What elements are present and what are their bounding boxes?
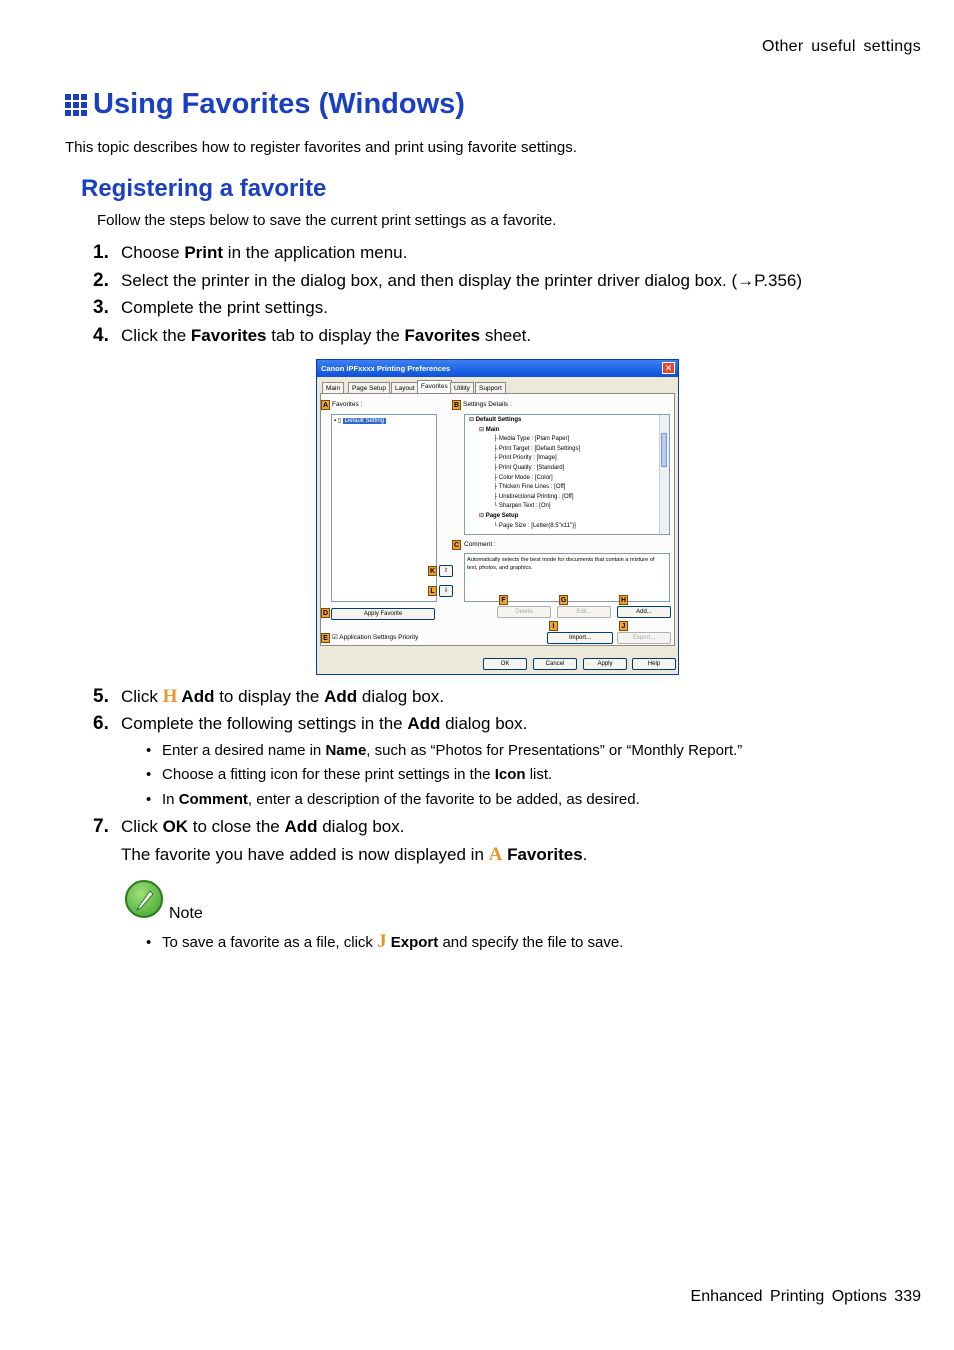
comment-label: Comment : <box>464 541 496 548</box>
close-icon[interactable]: ✕ <box>662 362 675 374</box>
step-2: 2. Select the printer in the dialog box, and then display the printer driver dialog box. (→P.356) <box>93 270 803 291</box>
tab-utility[interactable]: Utility <box>450 382 474 394</box>
note-label: Note <box>169 905 203 922</box>
tree-node: └ Page Size : [Letter(8.5"x11")] <box>493 522 576 529</box>
grid-icon <box>65 94 87 116</box>
apply-button[interactable]: Apply <box>583 658 627 670</box>
marker-g: G <box>560 597 567 604</box>
intro-text: This topic describes how to register favorites and print using favorite settings. <box>65 139 577 156</box>
edit-button[interactable]: Edit... <box>557 606 611 618</box>
scroll-thumb[interactable] <box>661 433 667 467</box>
tree-node: ├ Print Priority : [Image] <box>493 455 557 462</box>
section-intro: Follow the steps below to save the current print settings as a favorite. <box>97 212 557 229</box>
marker-l: L <box>428 586 437 596</box>
tab-support[interactable]: Support <box>475 382 506 394</box>
marker-j: J <box>619 621 628 631</box>
move-down-icon[interactable]: ⇩ <box>439 585 453 597</box>
tree-node: ⊟ Main <box>479 426 500 433</box>
cancel-button[interactable]: Cancel <box>533 658 577 670</box>
apply-favorite-button[interactable]: Apply Favorite <box>331 608 435 620</box>
ok-button[interactable]: OK <box>483 658 527 670</box>
marker-b: B <box>453 402 460 409</box>
bullet-comment: • In Comment, enter a description of the favorite to be added, as desired. <box>146 791 640 808</box>
step-7-result: The favorite you have added is now displayed in A Favorites. <box>121 844 588 865</box>
tree-node: ├ Media Type : [Plain Paper] <box>493 436 570 443</box>
settings-details-tree[interactable] <box>464 414 670 535</box>
marker-d: D <box>322 610 329 617</box>
comment-text: Automatically selects the best mode for documents that contain a mixture of text, photos, and graphics. <box>467 557 655 571</box>
marker-k: K <box>429 568 436 575</box>
tree-node: ⊟ Default Settings <box>469 417 522 423</box>
marker-h: H <box>620 597 627 604</box>
app-priority-checkbox[interactable]: ☑ Application Settings Priority <box>332 634 419 641</box>
favorites-label: Favorites : <box>332 401 363 408</box>
add-button[interactable]: Add... <box>617 606 671 618</box>
delete-button[interactable]: Delete <box>497 606 551 618</box>
step-1: 1. Choose Print in the application menu. <box>93 242 408 263</box>
dialog-title: Canon iPFxxxx Printing Preferences <box>317 360 678 377</box>
marker-f: F <box>499 595 508 605</box>
tree-node: └ Sharpen Text : [On] <box>493 503 551 510</box>
tree-node: ├ Print Quality : [Standard] <box>493 464 565 471</box>
tree-node: ├ Print Target : [Default Settings] <box>493 445 581 452</box>
bullet-name: • Enter a desired name in Name, such as “Photos for Presentations” or “Monthly Report.” <box>146 742 743 759</box>
marker-a: A <box>322 402 329 409</box>
favorites-dialog-screenshot <box>316 359 679 675</box>
tree-node: ├ Thicken Fine Lines : [Off] <box>493 484 566 491</box>
pencil-icon <box>125 880 163 918</box>
marker-c: C <box>453 542 460 549</box>
tab-main[interactable]: Main <box>322 382 344 394</box>
running-header: Other useful settings <box>761 38 921 55</box>
note-bullet: • To save a favorite as a file, click J Export and specify the file to save. <box>146 931 624 952</box>
step-5: 5. Click H Add to display the Add dialog box. <box>93 686 445 707</box>
help-button[interactable]: Help <box>632 658 676 670</box>
marker-e: E <box>321 633 330 643</box>
page-title-text: Using Favorites (Windows) <box>93 88 465 120</box>
page-title <box>65 88 465 121</box>
export-button[interactable]: Export... <box>617 632 671 644</box>
import-button[interactable]: Import... <box>547 632 613 644</box>
bullet-icon: • Choose a fitting icon for these print settings in the Icon list. <box>146 766 553 783</box>
tab-page-setup[interactable]: Page Setup <box>348 382 390 394</box>
tree-node: ├ Unidirectional Printing : [Off] <box>493 493 574 500</box>
tab-favorites[interactable]: Favorites <box>417 380 452 394</box>
step-7: 7. Click OK to close the Add dialog box. <box>93 816 405 837</box>
move-up-icon[interactable]: ⇧ <box>439 565 453 577</box>
favorites-list[interactable] <box>331 414 437 602</box>
favorites-panel <box>320 393 675 646</box>
list-item[interactable]: ▪ ▯ Default Setting <box>334 418 385 424</box>
step-4: 4. Click the Favorites tab to display the Favorites sheet. <box>93 325 532 346</box>
tree-view <box>469 416 580 531</box>
settings-details-label: Settings Details : <box>463 401 512 408</box>
tree-node: ⊟ Page Setup <box>479 512 519 519</box>
tree-node: ├ Color Mode : [Color] <box>493 474 553 481</box>
step-6: 6. Complete the following settings in the Add dialog box. <box>93 713 528 734</box>
running-footer: Enhanced Printing Options 339 <box>690 1288 921 1305</box>
tab-layout[interactable]: Layout <box>391 382 419 394</box>
marker-i: I <box>549 621 558 631</box>
section-heading: Registering a favorite <box>81 175 327 202</box>
scrollbar[interactable] <box>659 415 669 534</box>
step-3: 3. Complete the print settings. <box>93 297 328 318</box>
